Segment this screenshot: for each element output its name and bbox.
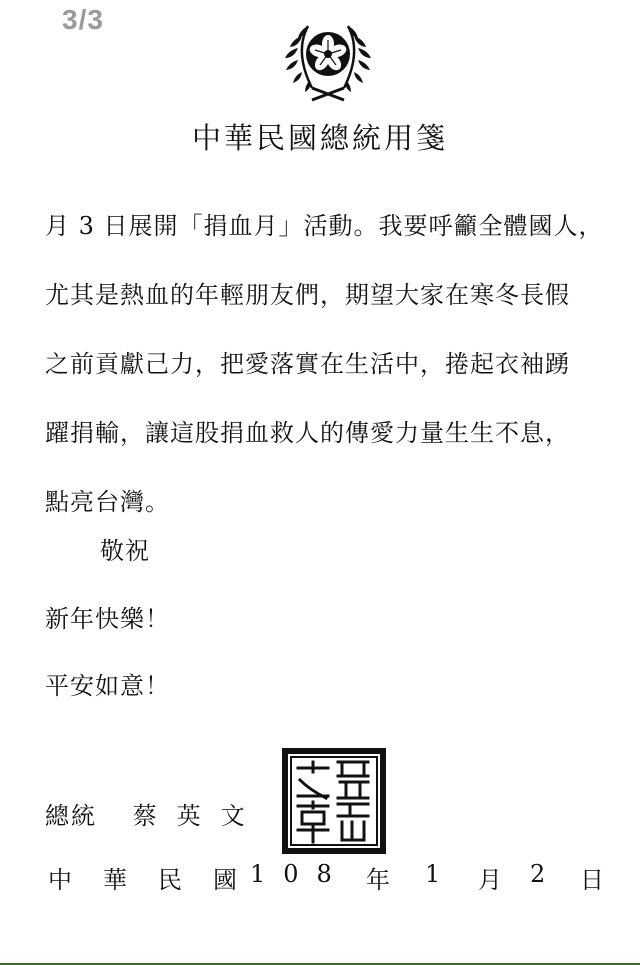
signature — [45, 796, 265, 831]
wish-line: 新年快樂！ — [45, 605, 170, 633]
date-day-unit: 日 — [580, 866, 604, 894]
wish-line: 平安如意！ — [45, 672, 170, 700]
date-era: 中華民國 — [48, 866, 268, 894]
date-year-unit: 年 — [366, 866, 390, 894]
letter-body — [45, 204, 615, 549]
date-day: 2 — [530, 860, 546, 888]
signature-title: 總統 — [45, 802, 97, 830]
seal-stamp — [280, 746, 388, 856]
plum-blossom-emblem-icon — [278, 14, 378, 106]
page-indicator: 3/3 — [62, 4, 104, 35]
body-line: 月 3 日展開「捐血月」活動。我要呼籲全體國人， — [45, 212, 604, 240]
greeting: 敬祝 — [100, 537, 150, 565]
body-line: 之前貢獻己力，把愛落實在生活中，捲起衣袖踴 — [45, 350, 570, 378]
body-line: 躍捐輸，讓這股捐血救人的傳愛力量生生不息， — [45, 419, 570, 447]
letterhead-title: 中華民國總統用箋 — [191, 121, 448, 155]
signature-name: 蔡英文 — [132, 802, 265, 830]
date-month-unit: 月 — [478, 866, 502, 894]
date-year: 108 — [250, 860, 350, 888]
body-line: 點亮台灣。 — [45, 488, 170, 516]
body-line: 尤其是熱血的年輕朋友們，期望大家在寒冬長假 — [45, 281, 570, 309]
date-month: 1 — [425, 860, 441, 888]
